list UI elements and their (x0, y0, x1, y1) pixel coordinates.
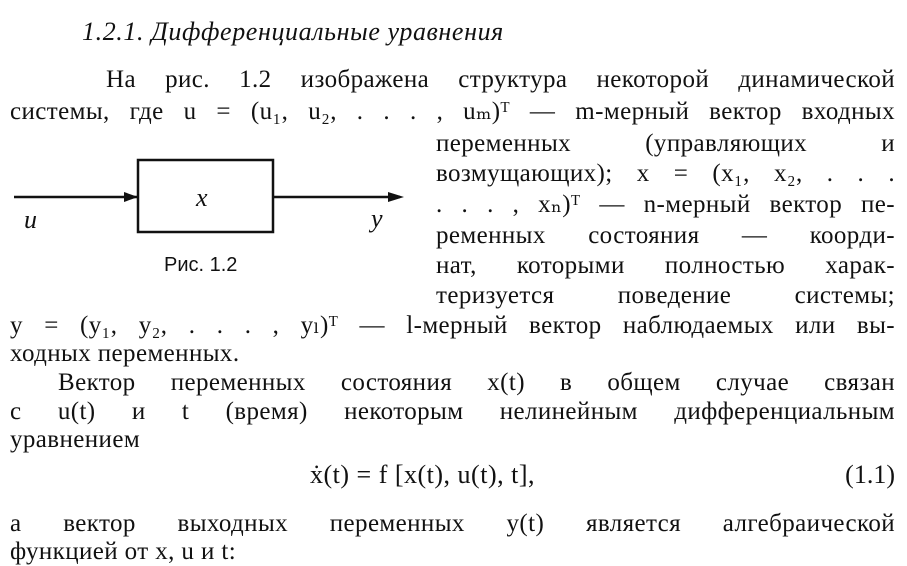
paragraph1-line-3: переменных (управляющих и (436, 130, 895, 157)
input-label-u: u (24, 205, 37, 234)
section-title: 1.2.1. Дифференциальные уравнения (82, 17, 504, 46)
paragraph1-line-7: нат, которыми полностью харак- (436, 252, 895, 279)
paragraph3-line-1: а вектор выходных переменных y(t) является алгебраической (10, 510, 895, 537)
block-label-x: x (196, 183, 208, 212)
paragraph2-line-1: Вектор переменных состояния x(t) в общем случае связан (58, 369, 895, 396)
paragraph1-line-5: . . . , xₙ)ᵀ — n-мерный вектор пе- (436, 191, 895, 218)
paragraph1-line-4: возмущающих); x = (x₁, x₂, . . . (436, 160, 895, 187)
paragraph2-line-2: с u(t) и t (время) некоторым нелинейным дифференциальным (10, 398, 895, 425)
block-diagram (0, 150, 420, 250)
equation-1-1: ẋ(t) = f [x(t), u(t), t], (310, 460, 535, 489)
output-arrowhead (388, 192, 404, 202)
paragraph1-line-1: На рис. 1.2 изображена структура некоторой динамической (106, 66, 895, 93)
paragraph2-line-3: уравнением (10, 426, 141, 453)
paragraph1-line-8: теризуется поведение системы; (436, 282, 895, 309)
output-label-y: y (371, 204, 383, 233)
paragraph1-line-6: ременных состояния — коорди- (436, 222, 895, 249)
paragraph1-line-10: ходных переменных. (10, 340, 240, 367)
paragraph3-line-2: функцией от x, u и t: (10, 538, 237, 565)
input-arrowhead (124, 192, 138, 202)
figure-caption: Рис. 1.2 (164, 254, 238, 276)
paragraph1-line-9: y = (y₁, y₂, . . . , yₗ)ᵀ — l-мерный вектор наблюдаемых или вы- (10, 312, 895, 339)
equation-number: (1.1) (845, 460, 895, 489)
paragraph1-line-2: системы, где u = (u₁, u₂, . . . , uₘ)ᵀ — m-мерный вектор входных (10, 98, 895, 125)
